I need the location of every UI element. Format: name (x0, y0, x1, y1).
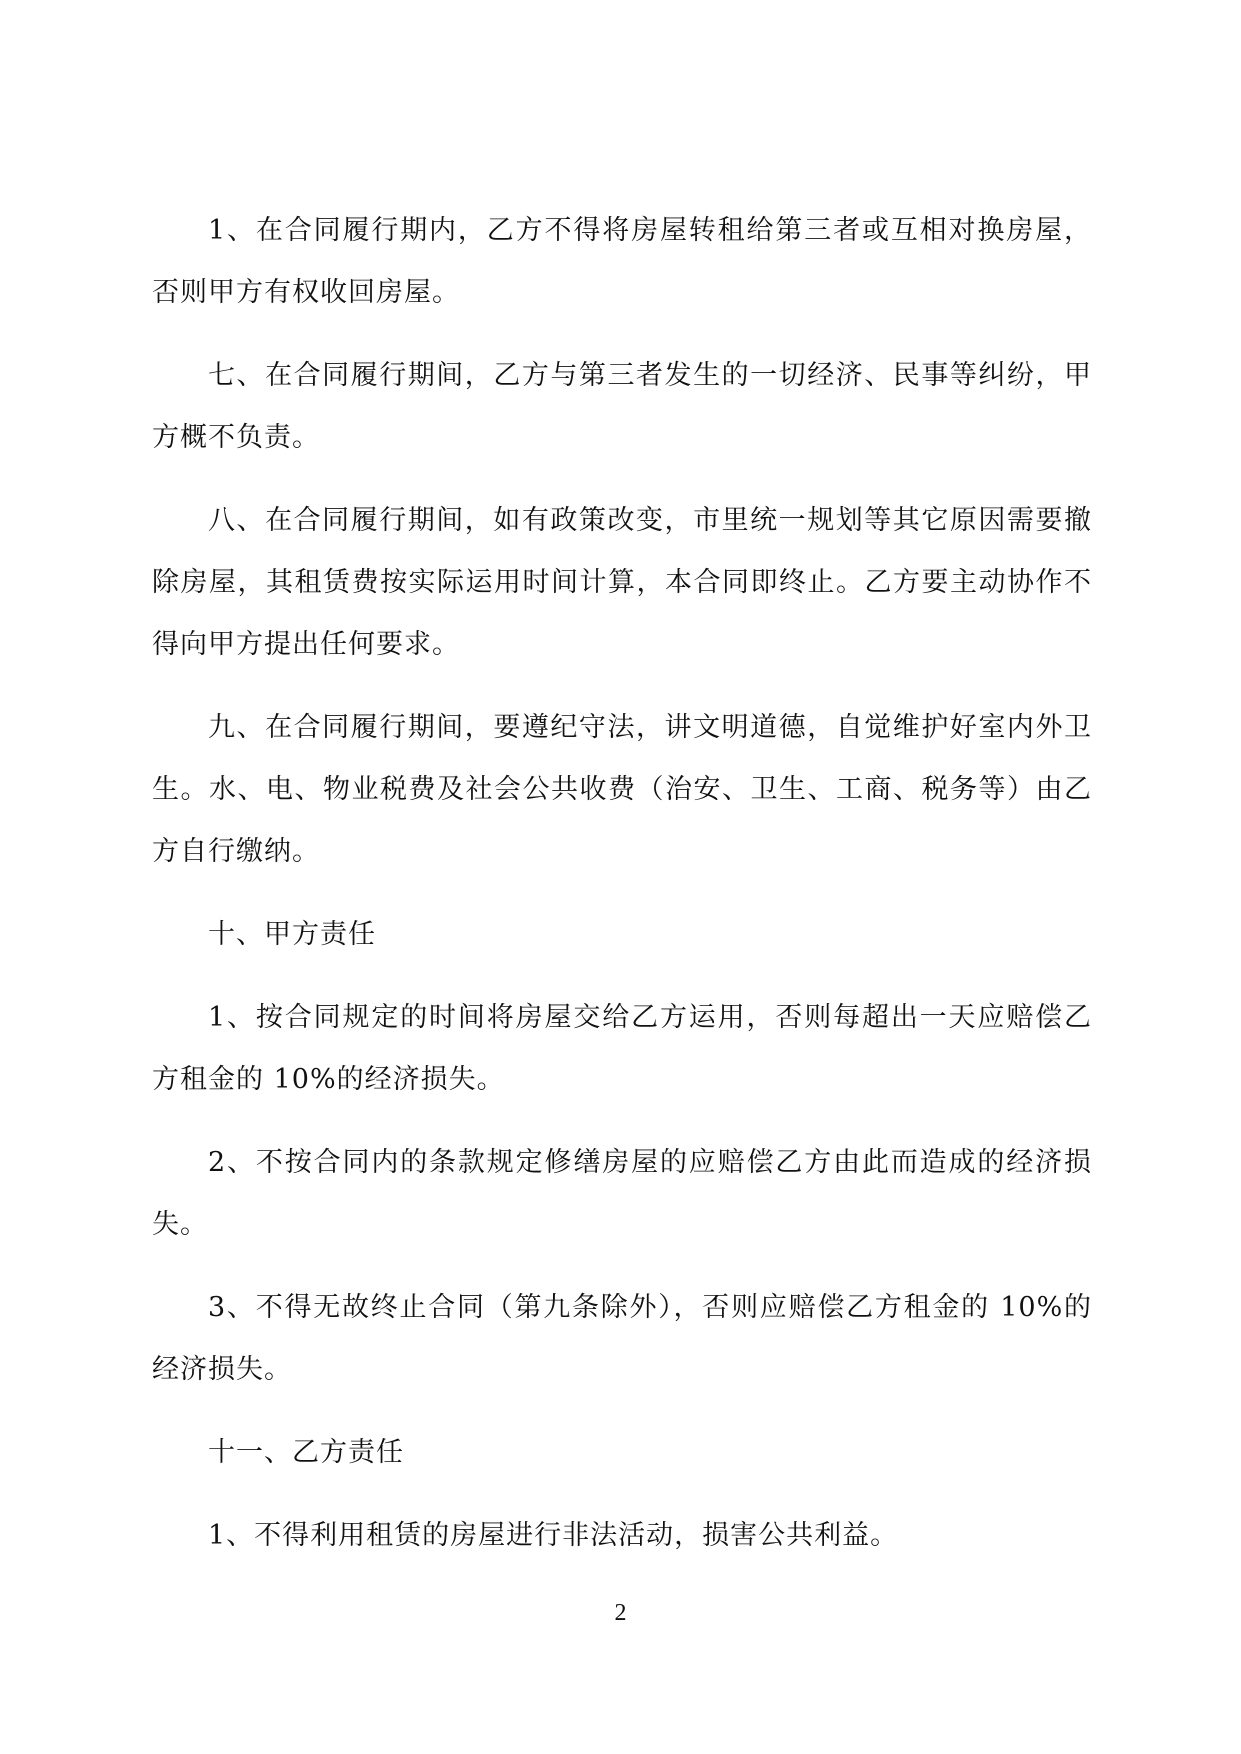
clause-paragraph: 1、不得利用租赁的房屋进行非法活动，损害公共利益。 (208, 1520, 899, 1551)
clause-paragraph: 九、在合同履行期间，要遵纪守法，讲文明道德，自觉维护好室内外卫生。水、电、物业税费及社会公共收费（治安、卫生、工商、税务等）由乙方自行缴纳。 (152, 712, 1092, 867)
clause-paragraph: 3、不得无故终止合同（第九条除外），否则应赔偿乙方租金的 10%的经济损失。 (152, 1292, 1092, 1385)
section-heading: 十、甲方责任 (208, 919, 376, 950)
clause-paragraph: 八、在合同履行期间，如有政策改变，市里统一规划等其它原因需要撤除房屋，其租赁费按实际运用时间计算，本合同即终止。乙方要主动协作不得向甲方提出任何要求。 (152, 505, 1092, 660)
clause-paragraph: 1、按合同规定的时间将房屋交给乙方运用，否则每超出一天应赔偿乙方租金的 10%的经济损失。 (152, 1002, 1092, 1095)
clause-paragraph: 七、在合同履行期间，乙方与第三者发生的一切经济、民事等纠纷，甲方概不负责。 (152, 360, 1092, 453)
clause-paragraph: 1、在合同履行期内，乙方不得将房屋转租给第三者或互相对换房屋，否则甲方有权收回房屋。 (152, 215, 1092, 308)
clause-paragraph: 2、不按合同内的条款规定修缮房屋的应赔偿乙方由此而造成的经济损失。 (152, 1147, 1092, 1240)
document-body (152, 200, 1092, 1588)
page-number: 2 (614, 1600, 627, 1626)
section-heading: 十一、乙方责任 (208, 1437, 404, 1468)
